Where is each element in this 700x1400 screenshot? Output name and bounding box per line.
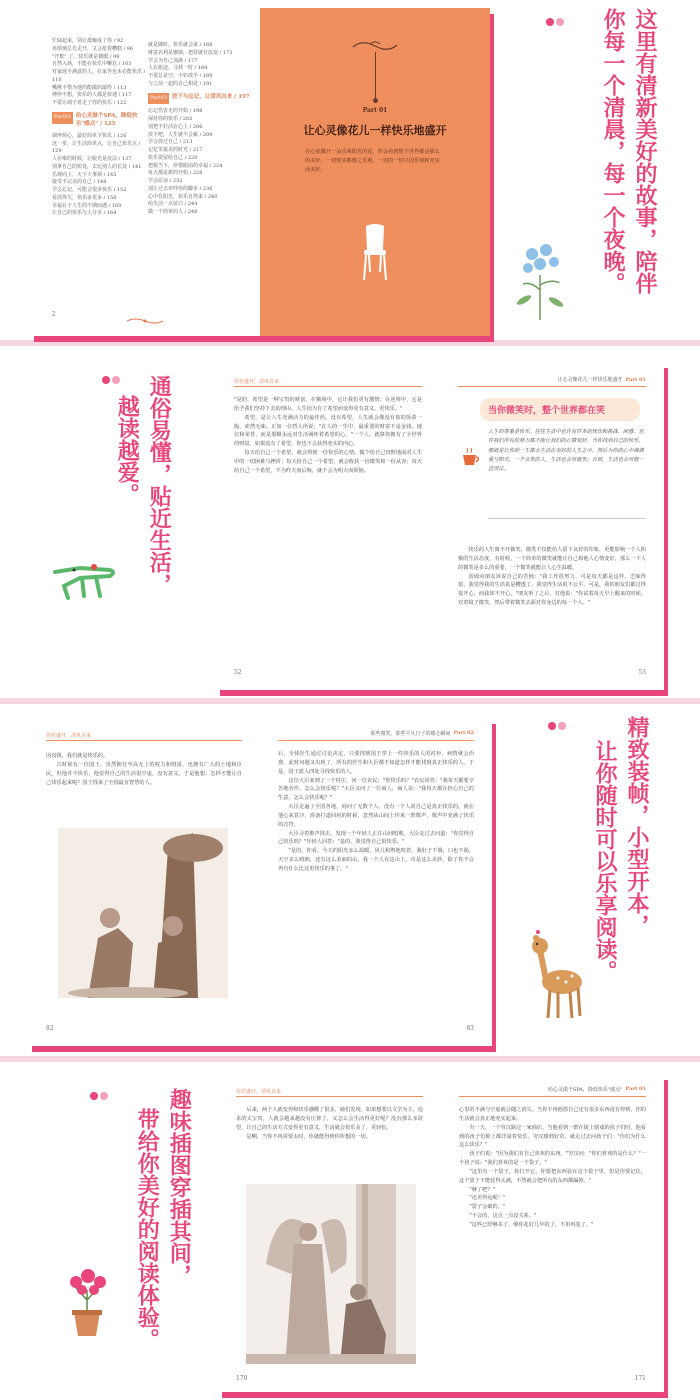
page-header: 你若盛开，清风自来 xyxy=(234,379,280,385)
body-text: 因没钱，我们就是快乐的。 古时候有一位国王，虽然拥有至高无上的权力和财富，也拥有广大的土地和臣民，但他并不快乐，他觉得自己的生活很空虚，没有意义。于是他想：怎样才能让自己快乐起来呢？国王找来了全国最有智慧的人。 xyxy=(46,753,242,786)
body-text: 后，全体医生通过讨论决定，只要找到国王穿上一件快乐的人的衬衫，病情就会治愈。此时问题又出现了，所有的医生和大臣都不知道怎样才能找到真正快乐的人。于是，国王派人四处寻找快乐的人。 这位大臣来到了一个村庄，问一位农民："你快乐吗？"农民回答："我每天都要辛苦地劳作，怎么会快乐呢？"大臣又问了一位商人，商人说："我每天都在担心自己的生意，怎么会快乐呢？" 大臣走遍了全国各地，询问了无数个人，没有一个人说自己是真正快乐的。就在他心灰意冷，准备打道回府的时候，忽然从山间上传来一阵歌声，歌声中充满了快乐的音符。 大臣寻着歌声找去，发现一个年轻人正在山间唱歌。大臣走过去问道："你觉得自己快乐吗？"年轻人回答："是的，我觉得自己很快乐。" "是的，你看，今天的阳光多么温暖，风儿和煦地吹着，我肚子不饿，口也不渴，天空多么晴朗，还有这么美丽的山，我一个人在这山上，卓是这么美妙，除了你不会再有什么比这更快乐的事了。" xyxy=(278,751,474,872)
toc-page xyxy=(30,8,260,336)
accent-dot xyxy=(102,376,110,384)
accent-dot xyxy=(90,1092,98,1100)
chair-icon xyxy=(358,222,392,282)
part-badge: Part03 xyxy=(148,93,169,105)
accent-dot xyxy=(556,18,564,26)
book-spread-3 xyxy=(28,718,492,1046)
page-header: 那些微笑，那些平凡日子的暖心瞬间 xyxy=(370,731,451,737)
page-number: 82 xyxy=(46,1025,54,1032)
slogan-col: 这里有清新美好的故事，陪伴 xyxy=(632,8,657,294)
body-text: 后来，两个人就变得和快乐感慨了很多，她们发现，如果想要以文学为主，追求的太宝贵，人就会越来越没有压抑了，又怎么会生活得更好呢？没有那么多欲望，让自己的生活方式变得更有意义，生活就会快乐多了，更轻松。 是啊，当你不再需要太时，你就能得到你所想的一切。 xyxy=(236,1107,423,1140)
right-page xyxy=(260,718,492,1046)
flowerpot-icon xyxy=(62,1260,112,1340)
page-header: 你若盛开，清风自来 xyxy=(236,1089,282,1095)
page-number: 170 xyxy=(236,1375,248,1382)
callout-body: 人生的答案是快乐。往往生活中也许有许多的忧伤和挑战、困惑，也许我们所有的努力都不能让我们的心情变好。当你找到自己的快乐，那就是让你的一生都会生活在美好的人生之中。然后为你的心中填满爱与阳光，一个会笑的人，生活也会对他笑；否则，生活也会对他一直哭泣。 xyxy=(488,429,644,473)
slogan-col: 让你随时可以乐享阅读。 xyxy=(592,740,617,982)
page-number: 171 xyxy=(634,1375,646,1382)
body-text: 心里的不满与空虚就会随之消失。当你不再抱怨自己还有很多东西没有得到，你的生活就会真正地充实起来。 有一天，一个穷汉路过一家商店，当他看到一群在街上嬉戏的孩子们时，他看到的孩子们脸上都洋溢着快乐。穷汉感到好奇，就走过去问孩子们："你们为什么这么快乐？" 孩子们说："因为我们有自己喜欢的东西。"穷汉问："你们喜欢的是什么？"一个孩子说："我们喜欢的是一个袋子。" "这里有一个袋子，你打开它，你要把东西装在这个袋子里，但是你要记住，这个袋子不能装得太满，不然就会把所有的东西都漏掉。" "够了吧？" "还差得远呢！" "袋子会破的。" "不会的，这点一点没关系。" "这些已经够多了，够你花好几年的了，不用再装了。" xyxy=(459,1107,646,1228)
page-header: 你若盛开，清风自来 xyxy=(46,733,92,739)
accent-dot xyxy=(100,1092,108,1100)
book-spread-4 xyxy=(218,1074,664,1392)
page-header: 给心灵做个SPA，降低快乐"感点" xyxy=(547,1087,623,1093)
page-number: 83 xyxy=(466,1025,474,1032)
ornament-icon xyxy=(125,310,165,318)
illustration-angel-icon xyxy=(246,1184,416,1364)
left-page xyxy=(28,718,260,1046)
toc-col-left: 忙碌起来，别让抵触成了你 / 92 再烦恼总先走开，又会抢着糟糕 / 96 "开框" 了，快乐就是微暖 / 99 自然入场，不能在快乐中懈怠 / 103 对家庭不满意的人，在家外也未必能快乐 / 110 嘴唾不惜为他的能做的最终 / 113 傅停不想，快乐的人都是快速 / 117 不要让调子着走了你的快乐 / 122 Part02 给心灵做个SPA，降低快乐"感点" / 125 调净烦心，最好简单下快乐 / 126 这一步，让生活简单点，让自己快乐点 / 129 人在难的时候，让脱光是没法 / 137 别拿自己的短处，去比别人的长处 / 141 乐观向上，天下大事须 / 145 接受不完美的自己 / 148 学会忘记，可能会很多快乐 / 152 看淡得失，快乐多更多 / 156 幸福在于人生的不期而遇 / 160 让自己的快乐与人分享 / 164 xyxy=(52,38,146,217)
part-badge: Part 02 xyxy=(453,730,474,736)
slogan-col: 趣味插图穿插其间， xyxy=(166,1088,192,1286)
callout-title: 当你微笑时，整个世界都在笑 xyxy=(480,398,640,421)
illustration-men-icon xyxy=(58,828,228,998)
accent-dot xyxy=(112,376,120,384)
part-badge: Part 01 xyxy=(625,376,646,383)
deer-icon xyxy=(528,930,588,1020)
right-page xyxy=(440,362,664,690)
left-page xyxy=(216,362,440,690)
toc-part-title: 给心灵做个SPA，降低快乐"感点" / 125 xyxy=(75,112,138,128)
ornament-icon xyxy=(350,38,400,52)
part-title: 让心灵像花儿一样快乐地盛开 xyxy=(303,124,447,137)
book-spread-1 xyxy=(30,8,490,336)
part-badge: Part02 xyxy=(52,112,73,124)
book-spread-2 xyxy=(216,362,664,690)
flower-icon xyxy=(510,240,570,320)
part-badge: Part 01 xyxy=(625,1086,646,1092)
accent-dot xyxy=(546,18,554,26)
body-text: 快乐的人生离不开微笑。微笑不仅能给人留下良好的印象，更能影响一个人积极的生活态度。有时候，一个简单的微笑就能让自己和他人心情变好，那么一个人的微笑是多么的重要，一个微笑就能让人心生温暖。 汤姆向朋友诉说自己的苦恼："我工作很努力，可是每天都是这样，乏味得很，我觉得我的生活真是糟透了。我觉得生活很不公平。可是，我的朋友们都过得很开心，而我却不开心。"朋友听了之后，对他说："你试着每天早上醒来的时候，对着镜子微笑，然后带着微笑去面对你身边的每一个人。" xyxy=(458,547,646,607)
part-label: Part 01 xyxy=(362,107,388,114)
page-number: 2 xyxy=(52,311,56,318)
left-page xyxy=(218,1074,441,1392)
slogan-col: 带给你美好的阅读体验。 xyxy=(134,1108,160,1350)
body-text: "是的，希望是一种宝贵的财富，在顺境中，它让我们更有激情；在逆境中，它是给予我们坚持下去的理由。人生因为有了希望而变得更有意义，更快乐。" 希望，是让人生充满活力的最佳药。没有希望，人生就会像没有盐的饭菜一般，索然无味。正如一位哲人所说："在人的一生中，最重要的财富不是金钱、地位和荣誉，而是那颗永远对生活满怀着希望的心。"一个人，就算你拥有了全世界的财富，如果没有了希望，你也不会获得充实的内心。 每天给自己一个希望，就会得到一份快乐的心情。做个给自己田野地面对人生中的一切困难与挫折；每天给自己一个希望，就会收获一份微笑和一份从容；每天给自己一个希望，不为昨天而后悔，就不会为明天而烦恼。 xyxy=(234,397,422,474)
page-number: 53 xyxy=(638,669,646,676)
page-number: 52 xyxy=(234,669,242,676)
accent-dot xyxy=(548,722,556,730)
slogan-col: 越读越爱。 xyxy=(114,395,140,505)
slogan-col: 通俗易懂，贴近生活， xyxy=(146,375,172,595)
slogan-col: 精致装帧，小型开本， xyxy=(624,716,649,936)
toc-col-right: 就是随时，快乐就会来 / 168 财富名利是枷锁，把持就有改变 / 173 学会为自己加满 / 177 人在旅途，寻找一时 / 184 不要总是空，不妨放手 / 189 与之前一起的自己相处 / 191 Part03 放下与忘记，让清风自来 / 197 忘记伤害无的开始 / 198 保持你的快乐 / 202 别把不好活在心上 / 206 放下吧，人生就不会累 / 209 学会放过自己 / 213 记忆里最美的时光 / 217 快乐要留给自己 / 220 把握当下，珍惜眼前的幸福 / 224 每天都是新的开始 / 228 学会原谅 / 232 别让过去牵绊你的脚步 / 236 心中有阳光，快乐自然来 / 240 给生活一点留白 / 244 做一个简单的人 / 248 xyxy=(148,42,250,215)
part-page xyxy=(260,8,490,336)
slogan-col: 你每一个清晨，每一个夜晚。 xyxy=(600,8,625,294)
page-header: 让心灵像花儿一样快乐地盛开 xyxy=(557,377,623,383)
crocodile-icon xyxy=(50,550,120,600)
toc-part-title: 放下与忘记，让清风自来 / 197 xyxy=(171,93,250,100)
accent-dot xyxy=(558,722,566,730)
part-desc: 在心底藏开一朵乐观阳光的花，你会看到整个世界都是那么的美好，一切现实都像之乐观，一切的一切只因乐观和充实而美好。 xyxy=(305,149,440,173)
right-page xyxy=(441,1074,664,1392)
teacup-icon xyxy=(460,447,482,469)
